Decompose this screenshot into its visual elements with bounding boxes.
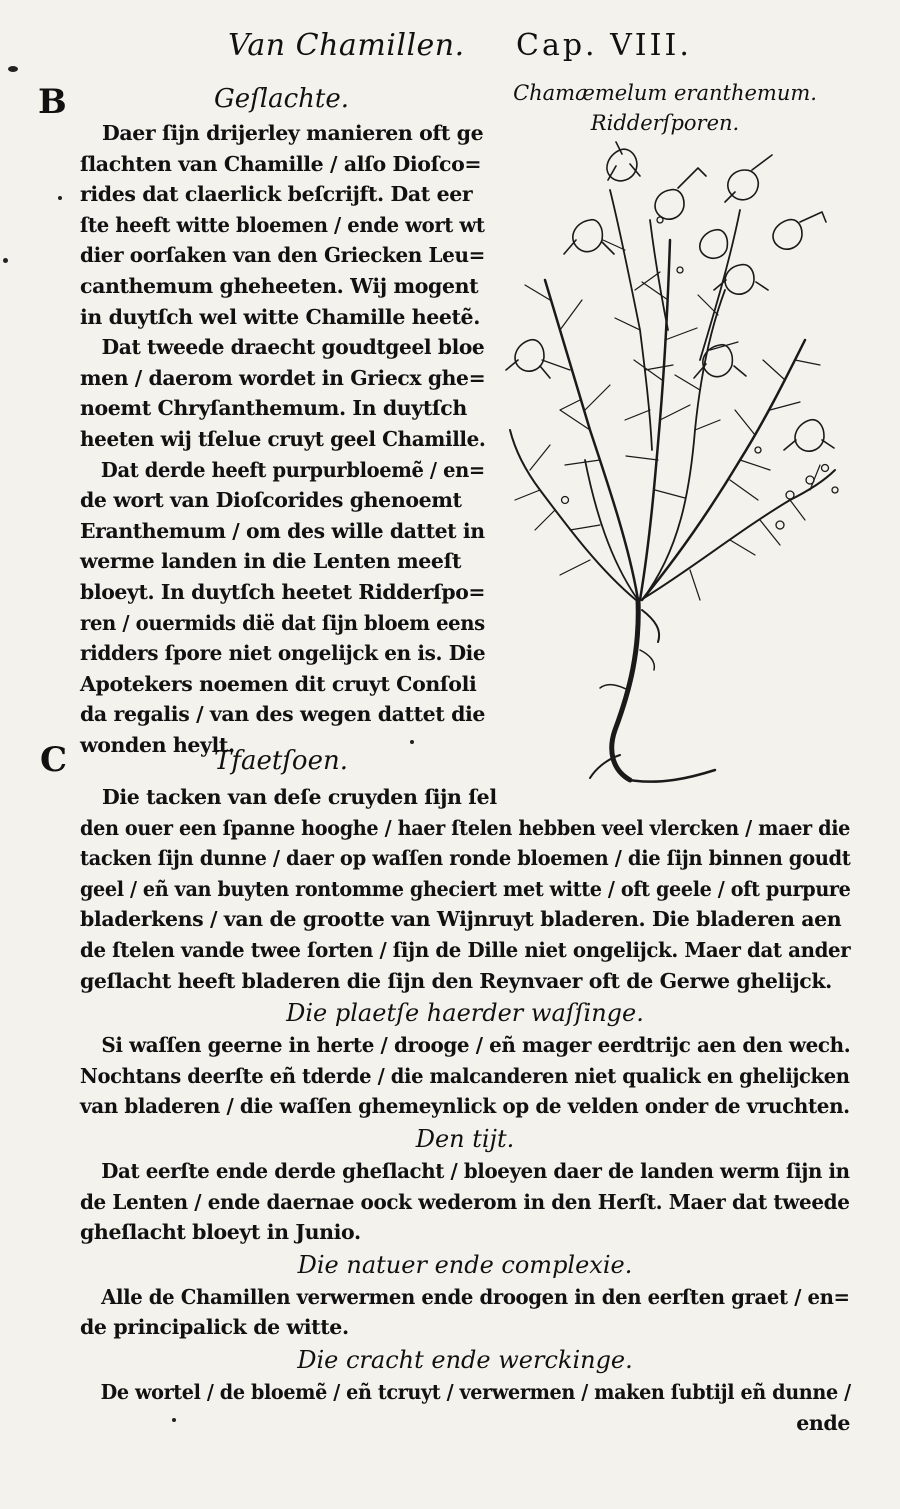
- text-line: Eranthemum / om des wille dattet in: [80, 518, 485, 543]
- text-line: heeten wij tſelue cruyt geel Chamille.: [80, 426, 486, 451]
- heading-plaetse: Die plaetſe haerder waſſinge.: [286, 999, 644, 1028]
- text-line: den ouer een ſpanne hooghe / haer ſtelen hebben veel vlercken / maer die: [80, 815, 851, 840]
- text-line: Si waſſen geerne in herte / drooge / eñ mager eerdtrijc aen den wech.: [101, 1033, 851, 1058]
- text-line: canthemum gheheeten. Wij mogent: [80, 273, 479, 298]
- larkspur-woodcut-illustration: [490, 130, 850, 790]
- text-line: de principalick de witte.: [80, 1315, 349, 1340]
- heading-tijt: Den tijt.: [415, 1124, 515, 1153]
- column-text-geslachte: [80, 118, 485, 760]
- text-line: ridders ſpore niet ongelijck en is. Die: [80, 641, 486, 666]
- text-line: ren / ouermids dië dat ſijn bloem eens: [80, 610, 485, 635]
- text-line: Nochtans deerſte eñ tderde / die malcanderen niet qualick en ghelijcken: [80, 1063, 850, 1088]
- catchword: ende: [796, 1410, 850, 1435]
- figure-caption-dutch: Ridderſporen.: [590, 111, 740, 135]
- margin-letter-c: C: [40, 740, 68, 780]
- running-head-title: Van Chamillen.: [228, 28, 465, 63]
- text-line: rides dat claerlick beſcrijft. Dat eer: [80, 182, 473, 207]
- text-line: geel / eñ van buyten rontomme gheciert met witte / oft geele / oft purpure: [80, 876, 851, 901]
- text-line: Dat eerſte ende derde gheſlacht / bloeyen daer de landen werm ſijn in: [101, 1158, 850, 1183]
- text-line: wonden heylt.: [80, 732, 235, 757]
- text-line: werme landen in die Lenten meeſt: [80, 549, 462, 574]
- figure-caption-latin: Chamæmelum eranthemum.: [513, 81, 817, 105]
- text-line: in duytſch wel witte Chamille heetẽ.: [80, 304, 480, 329]
- text-line: bloeyt. In duytſch heetet Ridderſpo=: [80, 579, 486, 604]
- text-line: Dat derde heeft purpurbloemẽ / en=: [100, 457, 485, 482]
- text-line: ſte heeft witte bloemen / ende wort wt: [80, 212, 485, 237]
- text-line: Alle de Chamillen verwermen ende droogen in den eerſten graet / en=: [101, 1284, 850, 1309]
- text-line: Apotekers noemen dit cruyt Conſoli: [80, 671, 477, 696]
- chapter-number: Cap. VIII.: [516, 28, 692, 63]
- text-line: Daer ſijn drijerley manieren oft ge: [102, 121, 484, 145]
- ink-speck: [8, 66, 18, 72]
- ink-speck: [58, 196, 62, 200]
- text-line: de Lenten / ende daernae oock wederom in den Herſt. Maer dat tweede: [80, 1189, 850, 1214]
- text-line: De wortel / de bloemẽ / eñ tcruyt / verwermen / maken ſubtijl eñ dunne /: [100, 1379, 851, 1404]
- heading-geslachte: Geſlachte.: [214, 84, 350, 114]
- heading-cracht: Die cracht ende werckinge.: [297, 1345, 633, 1374]
- figure-caption: [500, 78, 830, 138]
- text-line: ſlachten van Chamille / alſo Dioſco=: [80, 151, 482, 176]
- text-line: geſlacht heeft bladeren die ſijn den Reynvaer oft de Gerwe ghelijck.: [80, 968, 832, 993]
- text-line: Die tacken van deſe cruyden ſijn ſel: [102, 785, 497, 809]
- text-line: de wort van Dioſcorides ghenoemt: [80, 488, 462, 513]
- text-line: bladerkens / van de grootte van Wijnruyt bladeren. Die bladeren aen: [80, 907, 842, 932]
- heading-tfaetsoen: Tfaetſoen.: [214, 746, 348, 776]
- text-line: men / daerom wordet in Griecx ghe=: [80, 365, 486, 390]
- full-width-text: [80, 782, 850, 1438]
- ink-speck: [3, 258, 8, 263]
- margin-letter-b: B: [38, 82, 67, 122]
- text-line: dier oorſaken van den Griecken Leu=: [80, 243, 485, 268]
- text-line: gheſlacht bloeyt in Junio.: [80, 1220, 361, 1245]
- text-line: da regalis / van des wegen dattet die: [80, 702, 486, 727]
- text-line: van bladeren / die waſſen ghemeynlick op de velden onder de vruchten.: [80, 1094, 850, 1119]
- heading-natuer: Die natuer ende complexie.: [297, 1250, 633, 1279]
- text-line: de ſtelen vande twee ſorten / ſijn de Dille niet ongelijck. Maer dat ander: [80, 937, 851, 962]
- text-line: Dat tweede draecht goudtgeel bloe: [101, 335, 485, 360]
- text-line: noemt Chryſanthemum. In duytſch: [80, 396, 467, 421]
- ink-speck: [172, 1418, 176, 1422]
- ink-speck: [410, 740, 414, 744]
- text-line: tacken ſijn dunne / daer op waſſen ronde bloemen / die ſijn binnen goudt: [80, 846, 851, 871]
